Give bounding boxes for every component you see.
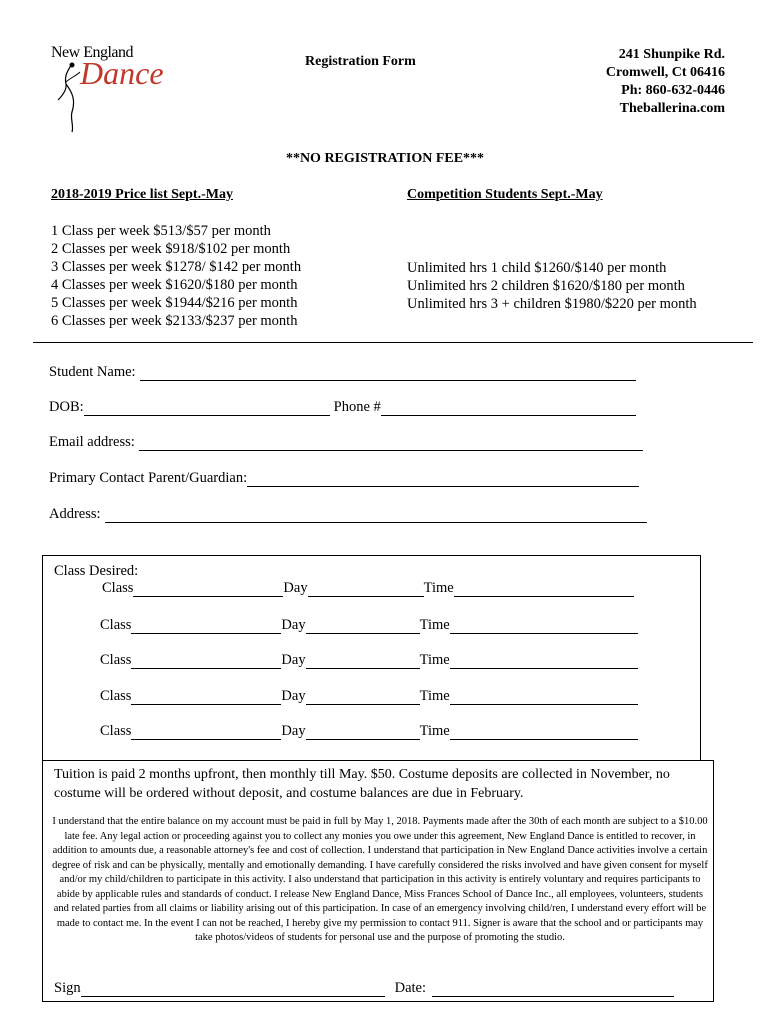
student-name-row xyxy=(49,364,636,381)
logo-top-text: New England xyxy=(51,44,134,61)
price-list-heading: 2018-2019 Price list Sept.-May xyxy=(51,187,233,202)
date-label: Date: xyxy=(394,980,426,996)
class-desired-heading: Class Desired: xyxy=(54,563,139,579)
student-name-label: Student Name: xyxy=(49,364,136,380)
date-field[interactable] xyxy=(432,983,674,997)
class-row xyxy=(100,652,638,669)
dancer-logo-icon xyxy=(50,60,90,135)
day-field[interactable] xyxy=(306,691,420,705)
competition-item: Unlimited hrs 3 + children $1980/$220 per month xyxy=(407,296,697,312)
day-label: Day xyxy=(281,652,306,668)
section-divider xyxy=(33,342,753,343)
class-field[interactable] xyxy=(131,726,281,740)
signature-field[interactable] xyxy=(81,983,385,997)
time-field[interactable] xyxy=(450,726,638,740)
day-label: Day xyxy=(281,688,306,704)
email-field[interactable] xyxy=(139,437,643,451)
day-field[interactable] xyxy=(306,620,420,634)
price-item: 2 Classes per week $918/$102 per month xyxy=(51,241,291,257)
dob-field[interactable] xyxy=(84,402,330,416)
class-label: Class xyxy=(100,688,132,704)
competition-item: Unlimited hrs 1 child $1260/$140 per month xyxy=(407,260,667,276)
time-field[interactable] xyxy=(454,583,634,597)
time-label: Time xyxy=(419,652,450,668)
day-label: Day xyxy=(281,723,306,739)
address-line: Cromwell, Ct 06416 xyxy=(605,65,725,80)
class-label: Class xyxy=(100,723,132,739)
class-label: Class xyxy=(102,580,134,596)
time-field[interactable] xyxy=(450,620,638,634)
primary-contact-row xyxy=(49,470,639,487)
day-field[interactable] xyxy=(306,655,420,669)
class-field[interactable] xyxy=(131,620,281,634)
day-field[interactable] xyxy=(308,583,424,597)
time-field[interactable] xyxy=(450,655,638,669)
dob-label: DOB: xyxy=(49,399,84,415)
competition-item: Unlimited hrs 2 children $1620/$180 per month xyxy=(407,278,685,294)
price-item: 4 Classes per week $1620/$180 per month xyxy=(51,277,298,293)
address-label: Address: xyxy=(49,506,101,522)
price-item: 3 Classes per week $1278/ $142 per month xyxy=(51,259,302,275)
competition-heading: Competition Students Sept.-May xyxy=(407,187,603,202)
time-label: Time xyxy=(419,688,450,704)
price-list xyxy=(51,222,301,330)
website-line: Theballerina.com xyxy=(619,101,725,116)
phone-field[interactable] xyxy=(381,402,636,416)
phone-label: Phone # xyxy=(333,399,381,415)
logo-script-text: Dance xyxy=(80,55,164,91)
agreement-text: I understand that the entire balance on my account must be paid in full by May 1, 2018. Payments made after the 30th of each month are subject to a $10.00 late fee. Any legal action or proceeding against you to collect any monies you owe under this agreement, New England Dance is entitled to recover, in addition to amounts due, a reasonable attorney's fee and cost of collection. I understand that participation in New England Dance activities involve a certain degree of risk and can be physically, mentally and emotionally demanding. I have carefully considered the risks involved and have given consent for myself and/or my child/children to participate in this activity. I also understand that participation in this activity is entirely voluntary and requires participants to abide by applicable rules and standards of conduct. I release New England Dance, Miss Frances School of Dance Inc., all employees, volunteers, students and related parties from all claims or liability arising out of this participation. In case of an emergency involving child/ren, I understand every effort will be made to contact me. In the event I can not be reached, I hereby give my permission to contact 911. Signer is aware that the school and or participants may take photos/videos of students for personal use and the purpose of promoting the studio. xyxy=(52,816,708,943)
competition-list xyxy=(407,259,697,313)
time-label: Time xyxy=(423,580,454,596)
primary-contact-field[interactable] xyxy=(247,473,639,487)
no-registration-fee-notice: **NO REGISTRATION FEE*** xyxy=(285,151,485,166)
price-item: 1 Class per week $513/$57 per month xyxy=(51,223,271,239)
address-row xyxy=(49,506,647,523)
signature-row xyxy=(54,980,674,997)
class-field[interactable] xyxy=(131,655,281,669)
class-field[interactable] xyxy=(131,691,281,705)
sign-label: Sign xyxy=(54,980,81,996)
address-field[interactable] xyxy=(105,509,647,523)
email-row xyxy=(49,434,643,451)
time-label: Time xyxy=(419,723,450,739)
class-row xyxy=(100,723,638,740)
time-label: Time xyxy=(419,617,450,633)
day-label: Day xyxy=(283,580,308,596)
dob-phone-row xyxy=(49,399,636,416)
class-row xyxy=(100,617,638,634)
day-field[interactable] xyxy=(306,726,420,740)
day-label: Day xyxy=(281,617,306,633)
studio-address xyxy=(485,46,725,118)
email-label: Email address: xyxy=(49,434,135,450)
form-title: Registration Form xyxy=(305,54,416,69)
address-line: 241 Shunpike Rd. xyxy=(618,47,725,62)
price-item: 5 Classes per week $1944/$216 per month xyxy=(51,295,298,311)
class-label: Class xyxy=(100,652,132,668)
time-field[interactable] xyxy=(450,691,638,705)
primary-contact-label: Primary Contact Parent/Guardian: xyxy=(49,470,248,486)
student-name-field[interactable] xyxy=(140,367,636,381)
phone-line: Ph: 860-632-0446 xyxy=(621,83,725,98)
price-item: 6 Classes per week $2133/$237 per month xyxy=(51,313,298,329)
class-field[interactable] xyxy=(133,583,283,597)
tuition-text: Tuition is paid 2 months upfront, then monthly till May. $50. Costume deposits are collected in November, no costume will be ordered without deposit, and costume balances are due in February. xyxy=(54,767,670,801)
class-label: Class xyxy=(100,617,132,633)
class-row xyxy=(102,580,634,597)
class-row xyxy=(100,688,638,705)
